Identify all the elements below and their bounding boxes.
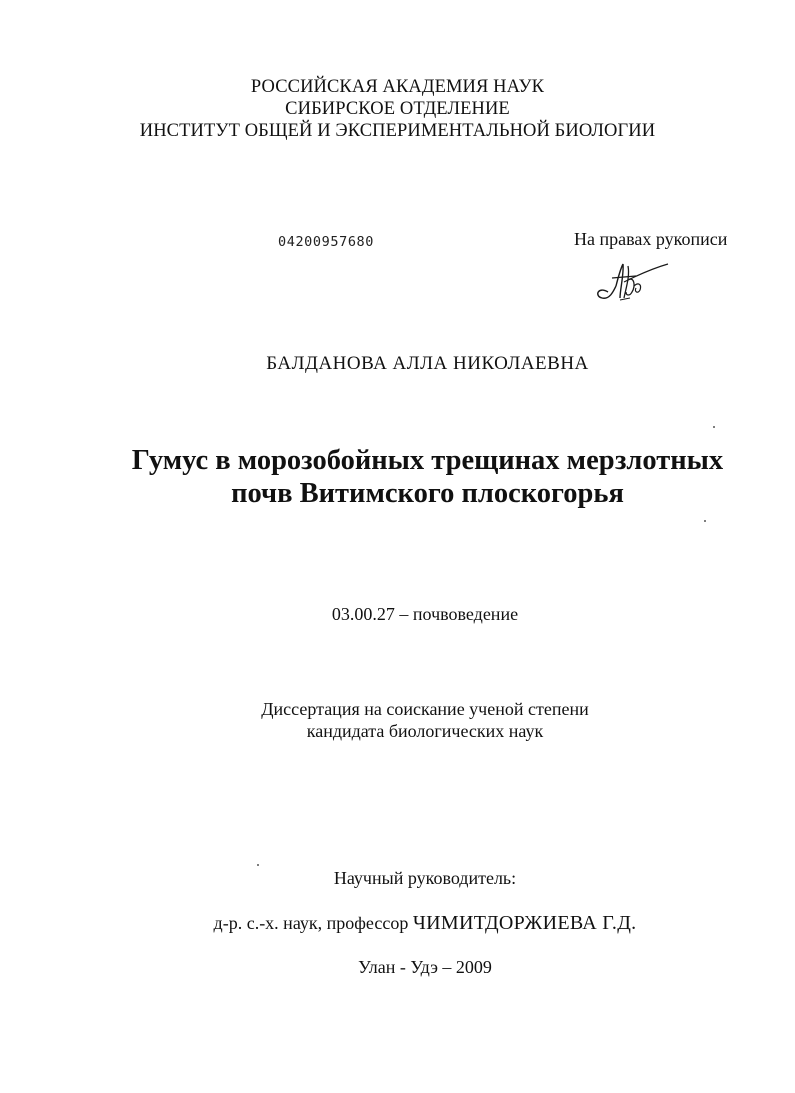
title-line-1: Гумус в морозобойных трещинах мерзлотных bbox=[131, 445, 724, 476]
dissertation-title bbox=[0, 444, 795, 510]
scan-speck bbox=[713, 426, 715, 428]
title-line-2: почв Витимского плоскогорья bbox=[231, 478, 624, 509]
supervisor-line bbox=[0, 912, 795, 935]
specialty-code: 03.00.27 – почвоведение bbox=[331, 604, 519, 624]
supervisor-label: Научный руководитель: bbox=[333, 868, 517, 888]
institution-header bbox=[0, 76, 795, 142]
scan-speck bbox=[257, 864, 259, 866]
scan-speck bbox=[704, 520, 706, 522]
supervisor-title: д-р. с.-х. наук, профессор bbox=[213, 913, 409, 933]
city-year: Улан - Удэ – 2009 bbox=[358, 957, 492, 977]
degree-line-1: Диссертация на соискание ученой степени bbox=[261, 699, 589, 719]
handwritten-signature bbox=[590, 256, 674, 306]
header-academy: РОССИЙСКАЯ АКАДЕМИЯ НАУК bbox=[250, 77, 545, 97]
rights-note: На правах рукописи bbox=[574, 229, 728, 249]
supervisor-name: ЧИМИТДОРЖИЕВА Г.Д. bbox=[412, 912, 637, 934]
degree-line-2: кандидата биологических наук bbox=[306, 721, 544, 741]
header-branch: СИБИРСКОЕ ОТДЕЛЕНИЕ bbox=[285, 99, 510, 119]
header-institute: ИНСТИТУТ ОБЩЕЙ И ЭКСПЕРИМЕНТАЛЬНОЙ БИОЛОГИИ bbox=[139, 121, 656, 141]
author-name: БАЛДАНОВА АЛЛА НИКОЛАЕВНА bbox=[266, 353, 589, 374]
degree-statement bbox=[0, 698, 795, 742]
inventory-number: 04200957680 bbox=[278, 234, 375, 250]
